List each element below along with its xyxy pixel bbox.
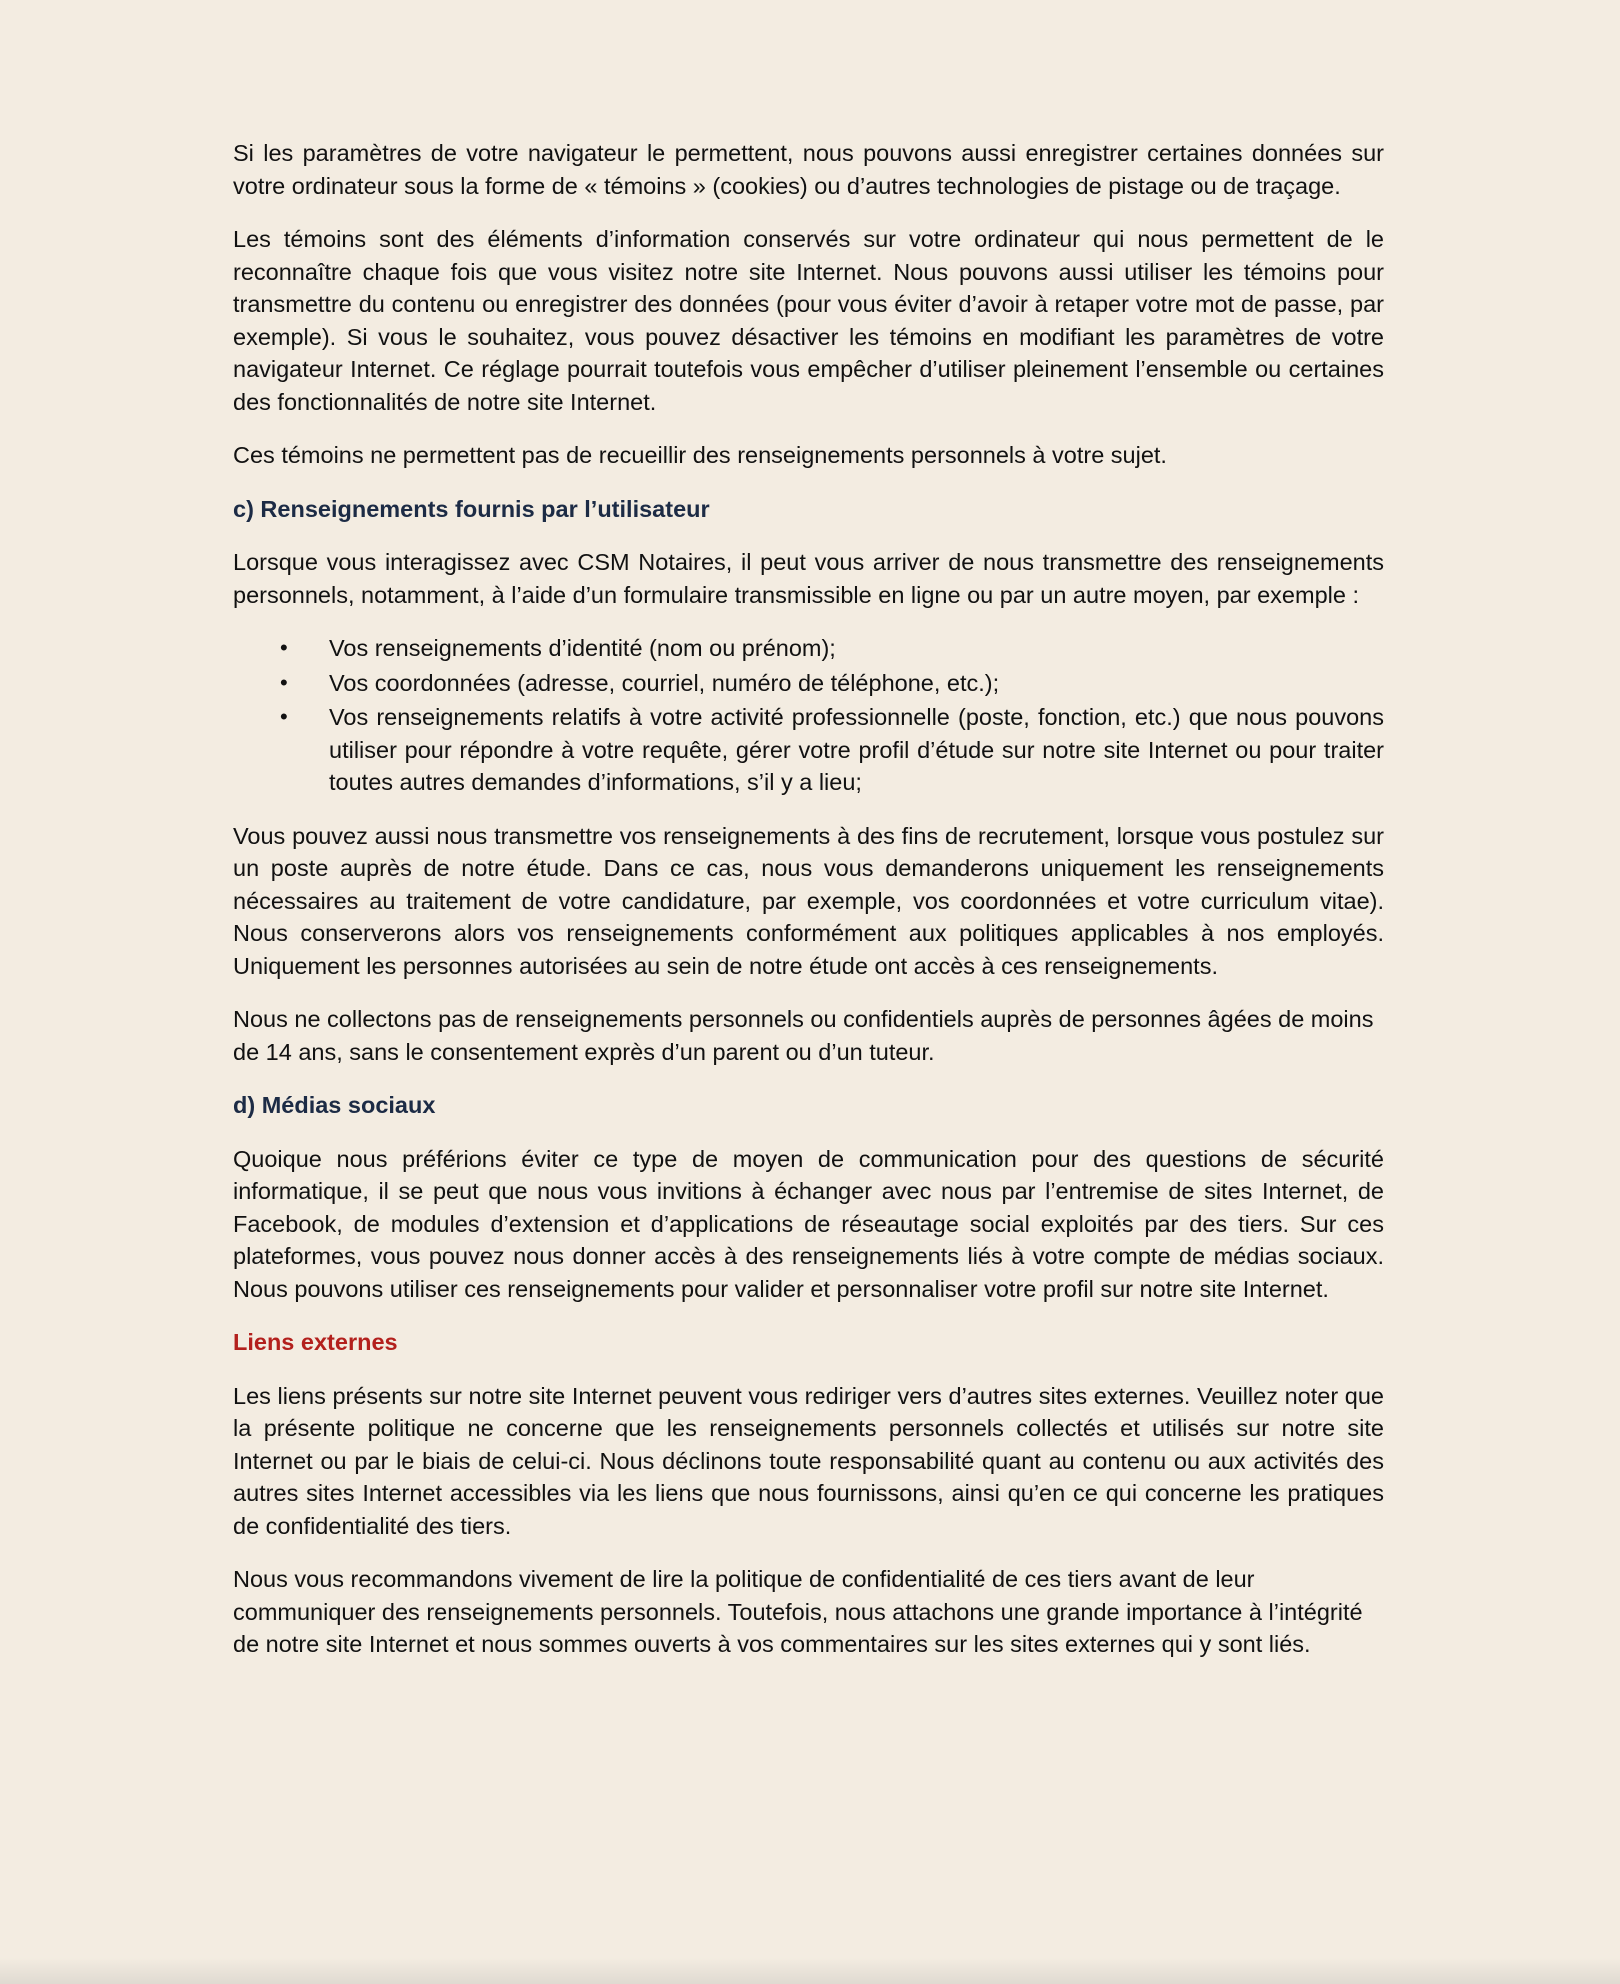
list-item-text: Vos renseignements relatifs à votre activité professionnelle (poste, fonction, etc.) que nous pouvons utiliser pour répondre à votre requête, gérer votre profil d’étude sur notre site Internet ou pour traiter toutes autres demandes d’informations, s’il y a lieu; [329,704,1384,795]
paragraph-social-media: Quoique nous préférions éviter ce type de moyen de communication pour des questions de sécurité informatique, il se peut que nous vous invitions à échanger avec nous par l’entremise de sites Internet, de Facebook, de modules d’extension et d’applications de réseautage social exploités par des tiers. Sur ces plateformes, vous pouvez nous donner accès à des renseignements liés à votre compte de médias sociaux. Nous pouvons utiliser ces renseignements pour valider et personnaliser votre profil sur notre site Internet. [233,1145,1384,1302]
list-item [233,667,1384,700]
paragraph-cookies-no-personal-data: Ces témoins ne permettent pas de recueillir des renseignements personnels à votre sujet. [233,442,1167,468]
section-heading-social-media: d) Médias sociaux [233,1092,436,1118]
bullet-list-personal-info [233,632,1384,799]
section-heading-external-links: Liens externes [233,1329,398,1355]
bullet-icon: • [280,669,288,695]
paragraph-recruitment: Vous pouvez aussi nous transmettre vos renseignements à des fins de recrutement, lorsque vous postulez sur un poste auprès de notre étude. Dans ce cas, nous vous demanderons uniquement les renseignements nécessaires au traitement de votre candidature, par exemple, vos coordonnées et votre curriculum vitae). Nous conserverons alors vos renseignements conformément aux politiques applicables à nos employés. Uniquement les personnes autorisées au sein de notre étude ont accès à ces renseignements. [233,822,1384,979]
paragraph-cookies-intro: Si les paramètres de votre navigateur le permettent, nous pouvons aussi enregistrer certaines données sur votre ordinateur sous la forme de « témoins » (cookies) ou d’autres technologies de pistage ou de traçage. [233,140,1384,199]
paragraph-external-links: Les liens présents sur notre site Internet peuvent vous rediriger vers d’autres sites externes. Veuillez noter que la présente politique ne concerne que les renseignements personnels collectés et utilisés sur notre site Internet ou par le biais de celui-ci. Nous déclinons toute responsabilité quant au contenu ou aux activités des autres sites Internet accessibles via les liens que nous fournissons, ainsi qu’en ce qui concerne les pratiques de confidentialité des tiers. [233,1382,1384,1539]
bullet-icon: • [280,704,288,729]
bullet-icon: • [280,635,288,660]
list-item [233,632,1384,665]
list-item-text: Vos coordonnées (adresse, courriel, numéro de téléphone, etc.); [329,669,1000,696]
section-heading-user-provided: c) Renseignements fournis par l’utilisateur [233,495,710,522]
paragraph-cookies-details: Les témoins sont des éléments d’information conservés sur votre ordinateur qui nous permettent de le reconnaître chaque fois que vous visitez notre site Internet. Nous pouvons aussi utiliser les témoins pour transmettre du contenu ou enregistrer des données (pour vous éviter d’avoir à retaper votre mot de passe, par exemple). Si vous le souhaitez, vous pouvez désactiver les témoins en modifiant les paramètres de votre navigateur Internet. Ce réglage pourrait toutefois vous empêcher d’utiliser pleinement l’ensemble ou certaines des fonctionnalités de notre site Internet. [233,226,1384,415]
page-bottom-shadow [0,1958,1620,1984]
paragraph-minors: Nous ne collectons pas de renseignements personnels ou confidentiels auprès de personnes âgées de moins de 14 ans, sans le consentement exprès d’un parent ou d’un tuteur. [233,1006,1374,1065]
paragraph-third-party-policy: Nous vous recommandons vivement de lire la politique de confidentialité de ces tiers avant de leur communiquer des renseignements personnels. Toutefois, nous attachons une grande importance à l’intégrité de notre site Internet et nous sommes ouverts à vos commentaires sur les sites externes qui y sont liés. [233,1566,1363,1657]
list-item [233,701,1384,799]
document-page [233,137,1384,1682]
paragraph-user-provided-intro: Lorsque vous interagissez avec CSM Notaires, il peut vous arriver de nous transmettre des renseignements personnels, notamment, à l’aide d’un formulaire transmissible en ligne ou par un autre moyen, par exemple : [233,549,1384,608]
list-item-text: Vos renseignements d’identité (nom ou prénom); [329,635,836,661]
